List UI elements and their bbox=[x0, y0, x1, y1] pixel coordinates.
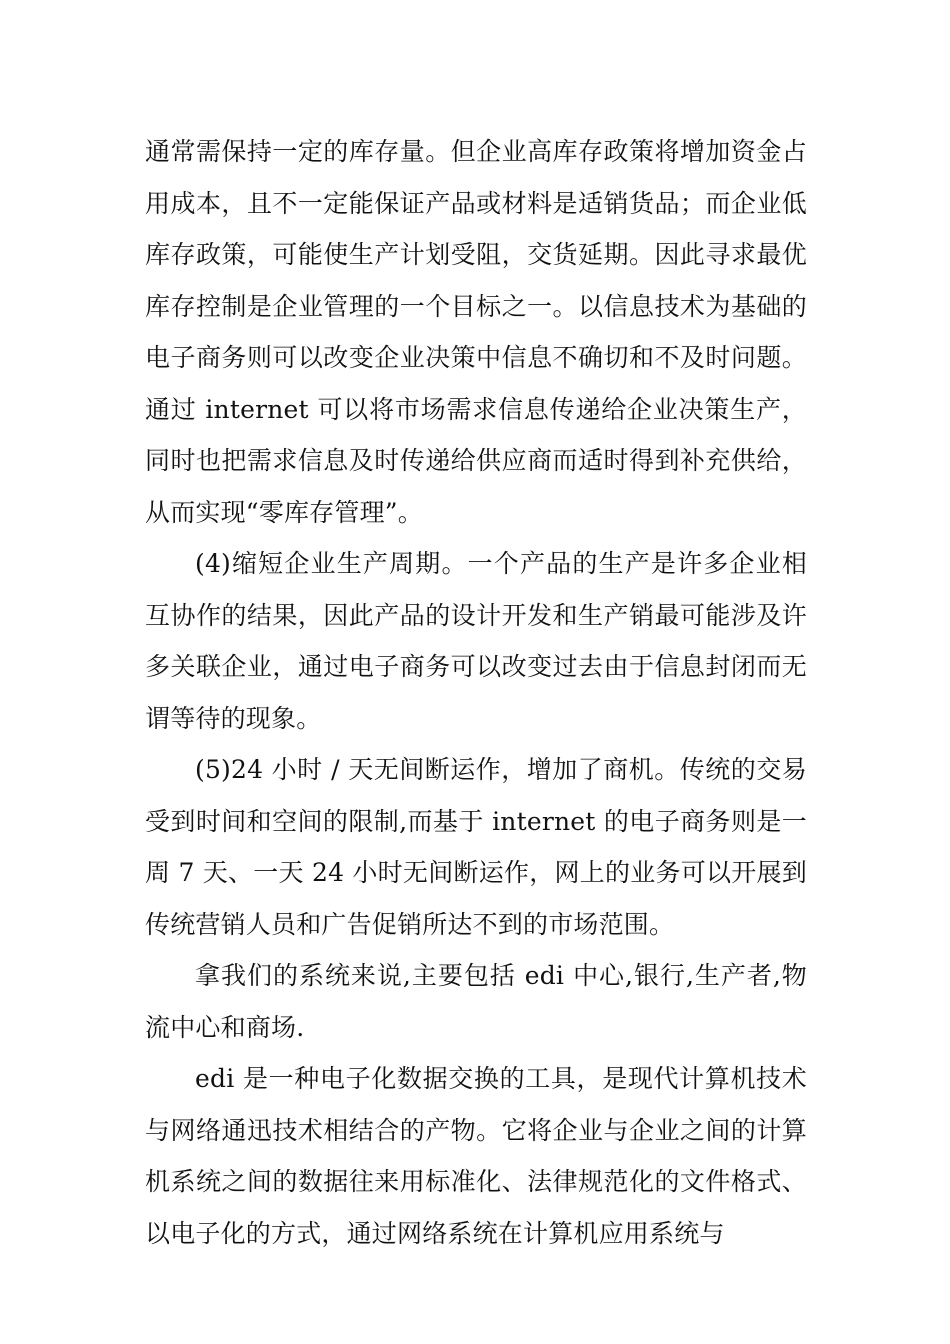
paragraph-system-components: 拿我们的系统来说,主要包括 edi 中心,银行,生产者,物流中心和商场. bbox=[145, 961, 807, 1042]
document-body bbox=[145, 126, 807, 1259]
paragraph-inventory: 通常需保持一定的库存量。但企业高库存政策将增加资金占用成本，且不一定能保证产品或材料是适销货品；而企业低库存政策，可能使生产计划受阻，交货延期。因此寻求最优库存控制是企业管理的一个目标之一。以信息技术为基础的电子商务则可以改变企业决策中信息不确切和不及时问题。通过 internet 可以将市场需求信息传递给企业决策生产，同时也把需求信息及时传递给供应商而适时得到补充供给，从而实现“零库存管理”。 bbox=[145, 137, 807, 527]
paragraph-24-hour-operation: (5)24 小时 / 天无间断运作，增加了商机。传统的交易受到时间和空间的限制,而基于 internet 的电子商务则是一周 7 天、一天 24 小时无间断运作，网上的业务可以开展到传统营销人员和广告促销所达不到的市场范围。 bbox=[145, 755, 807, 939]
paragraph-production-cycle: (4)缩短企业生产周期。一个产品的生产是许多企业相互协作的结果，因此产品的设计开发和生产销最可能涉及许多关联企业，通过电子商务可以改变过去由于信息封闭而无谓等待的现象。 bbox=[145, 549, 807, 733]
paragraph-edi-definition: edi 是一种电子化数据交换的工具，是现代计算机技术与网络通迅技术相结合的产物。它将企业与企业之间的计算机系统之间的数据往来用标准化、法律规范化的文件格式、以电子化的方式，通过网络系统在计算机应用系统与 bbox=[145, 1064, 807, 1248]
